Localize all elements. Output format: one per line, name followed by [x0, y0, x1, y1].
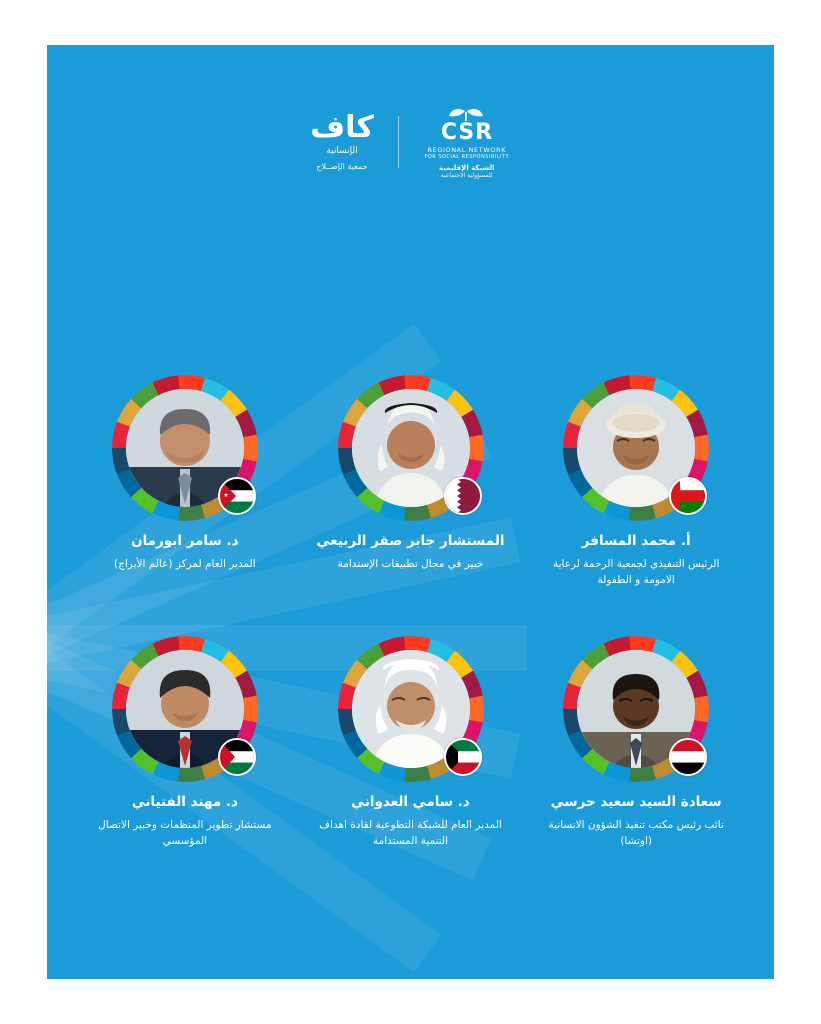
avatar — [338, 636, 484, 782]
speaker-name: سعادة السيد سعيد حرسي — [550, 794, 722, 811]
speaker-title: المدير العام لمركز (عالم الأبراج) — [113, 557, 256, 570]
oman-flag-icon — [669, 477, 707, 515]
speaker-card — [534, 375, 738, 588]
logo-divider — [398, 116, 399, 168]
speaker-title: مستشار تطوير المنظمات وخبير الاتصال المؤسسي — [98, 818, 272, 847]
avatar — [563, 636, 709, 782]
speaker-card — [83, 375, 287, 588]
speakers-row-1 — [83, 375, 738, 588]
csr-leaf-icon — [419, 105, 515, 145]
kaff-logo-subtitle: الإنسانية — [326, 146, 358, 156]
speakers-row-2 — [83, 636, 738, 849]
poster-canvas — [47, 45, 774, 979]
yemen-flag-icon — [669, 738, 707, 776]
kaff-logo-wordmark: كاف — [310, 110, 374, 145]
speaker-title: خبير في مجال تطبيقات الإستدامة — [337, 557, 484, 570]
speaker-name: د. سامر ابورمان — [131, 533, 239, 549]
speaker-title: الرئيس التنفيذي لجمعية الرحمة لرعاية الامومة و الطفولة — [552, 557, 720, 586]
speaker-title: نائب رئيس مكتب تنفيذ الشؤون الانسانية (اوتشا) — [548, 818, 724, 847]
csr-logo-en-line2: FOR SOCIAL RESPONSIBILITY — [424, 154, 510, 160]
avatar — [563, 375, 709, 521]
speaker-card — [83, 636, 287, 849]
kaff-logo-org: جمعية الإصــلاح — [316, 162, 368, 171]
kaff-logo — [292, 110, 392, 171]
speaker-name: المستشار جابر صقر الربيعي — [316, 533, 505, 549]
csr-logo-ar-line1: الشبكة الإقليمية — [439, 164, 495, 172]
avatar — [112, 636, 258, 782]
speaker-name: أ. محمد المسافر — [581, 533, 691, 549]
speakers-grid — [83, 375, 738, 849]
speaker-name: د. مهند الفتياني — [131, 794, 238, 811]
qatar-flag-icon — [444, 477, 482, 515]
csr-logo-en-line1: REGIONAL NETWORK — [427, 146, 507, 154]
avatar — [112, 375, 258, 521]
csr-logo-ar-line2: للمسؤولية الاجتماعية — [440, 172, 493, 179]
speaker-title: المدير العام للشبكة التطوعية لقادة اهداف التنمية المستدامة — [319, 818, 502, 847]
jordan-flag-icon — [218, 477, 256, 515]
speaker-card — [309, 375, 513, 588]
kuwait-flag-icon — [444, 738, 482, 776]
svg-text:CSR: CSR — [440, 120, 493, 145]
logo-bar — [47, 105, 774, 179]
csr-logo — [405, 105, 529, 179]
speaker-card — [534, 636, 738, 849]
avatar — [338, 375, 484, 521]
speaker-name: د. سامي العدواني — [351, 794, 470, 811]
speaker-card — [309, 636, 513, 849]
palestine-flag-icon — [218, 738, 256, 776]
